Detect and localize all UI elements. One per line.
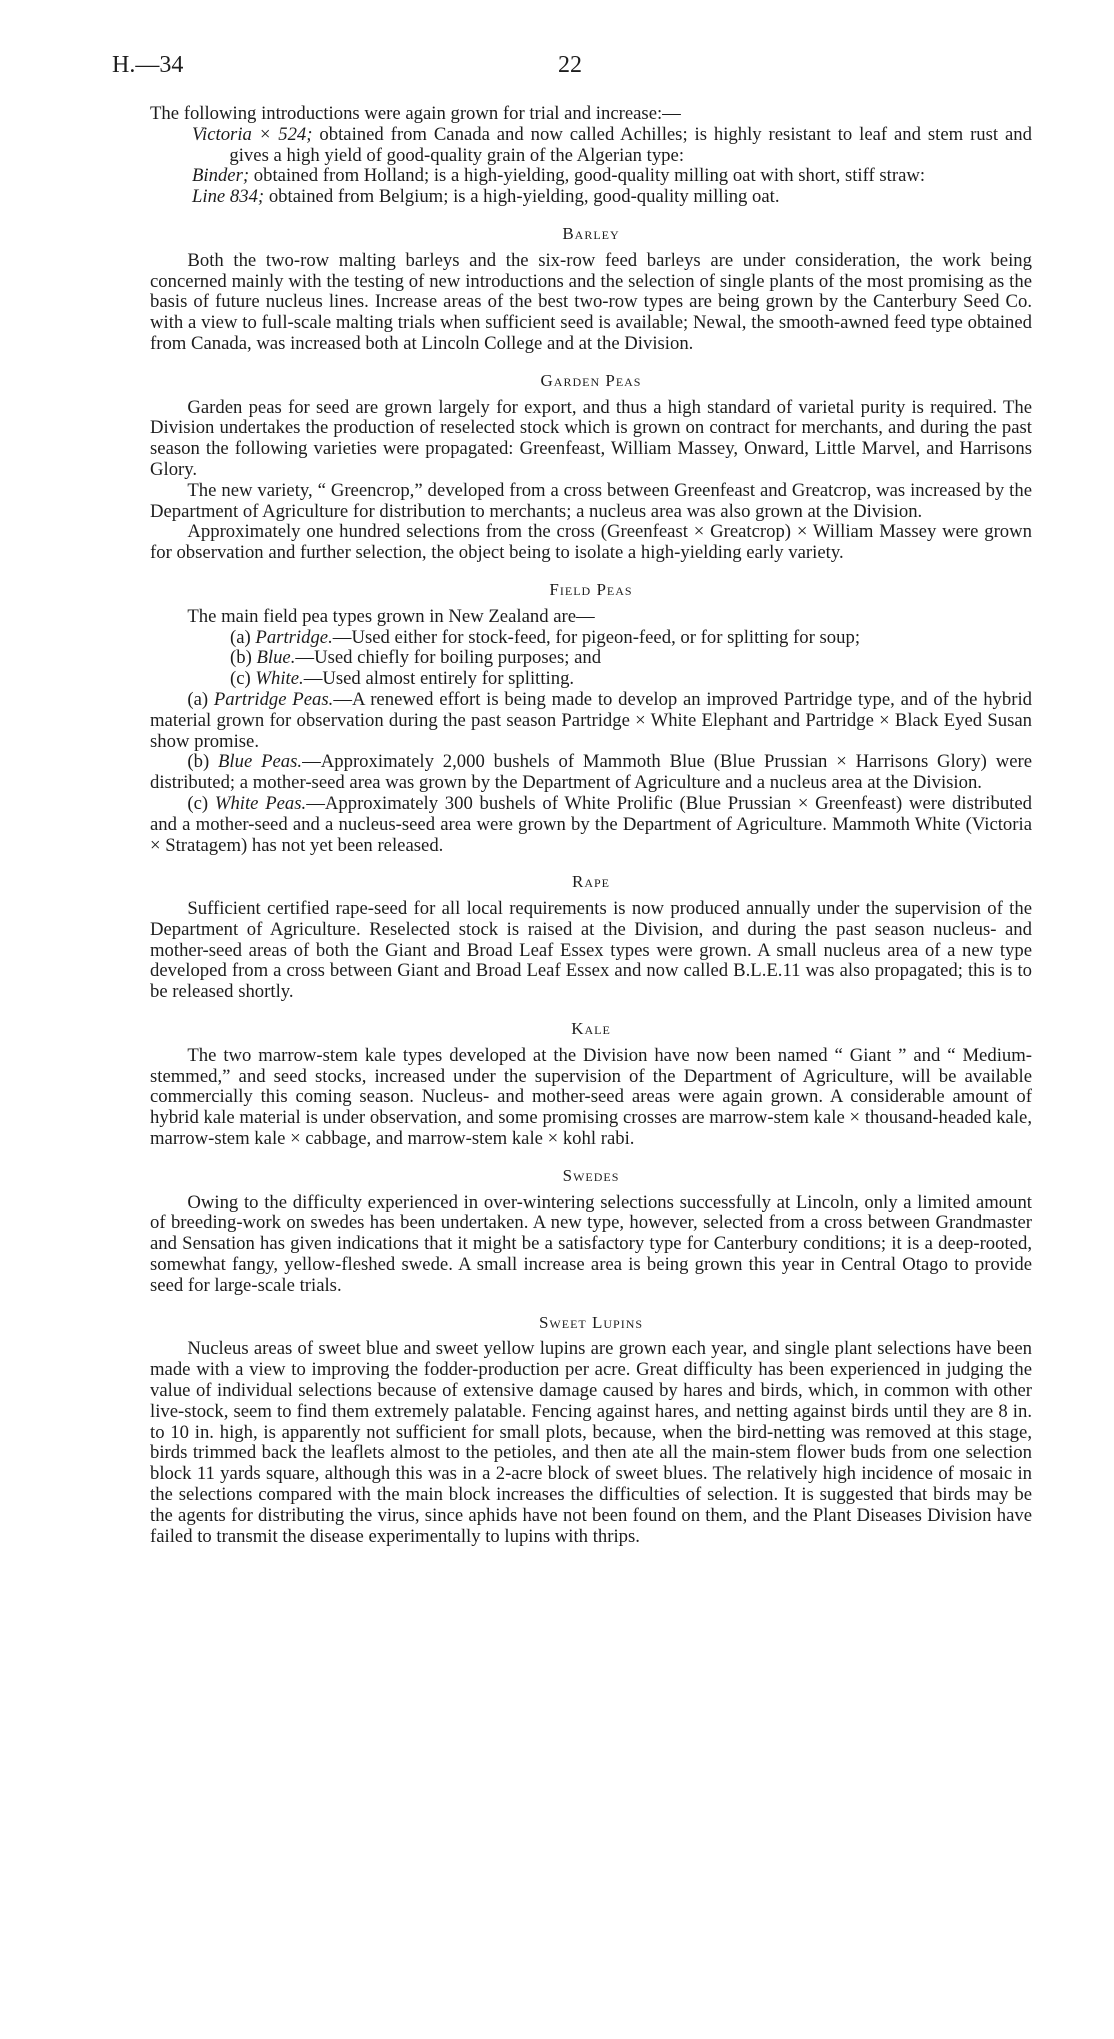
field-pea-type: (b) Blue.—Used chiefly for boiling purposes; and (230, 647, 602, 669)
section-heading-garden-peas: Garden Peas (540, 370, 642, 390)
intro-paragraph: The following introductions were again grown for trial and increase:— (150, 103, 681, 124)
section-heading-field-peas: Field Peas (549, 579, 633, 599)
page-body (150, 104, 1032, 1547)
field-pea-type: (c) White.—Used almost entirely for splitting. (230, 668, 575, 690)
field-pea-detail: (b) Blue Peas.—Approximately 2,000 bushels of Mammoth Blue (Blue Prussian × Harrisons Glory) were distributed; a mother-seed area was grown by the Department of Agriculture and a nucleus area at the Division. (150, 751, 1033, 794)
sweet-lupins-paragraph: Nucleus areas of sweet blue and sweet yellow lupins are grown each year, and single plant selections have been made with a view to improving the fodder-production per acre. Great difficulty has been experienced in judging the value of individual selections because of extensive damage caused by hares and birds, which, in common with other live-stock, seem to find them extremely palatable. Fencing against hares, and netting against birds until they are 8 in. to 10 in. high, is apparently not sufficient for small plots, because, when the bird-netting was removed at this stage, birds trimmed back the leaflets almost to the petioles, and then ate all the main-stem flower buds from one selection block 11 yards square, although this was in a 2-acre block of sweet blues. The relatively high incidence of mosaic in the selections compared with the main block increases the difficulties of selection. It is suggested that birds may be the agents for distributing the virus, since aphids have not been found on them, and the Plant Diseases Division have failed to transmit the disease experimentally to lupins with thrips. (150, 1338, 1032, 1547)
oat-entry: Line 834; obtained from Belgium; is a high-yielding, good-quality milling oat. (192, 186, 780, 208)
rape-paragraph: Sufficient certified rape-seed for all local requirements is now produced annually under the supervision of the Department of Agriculture. Reselected stock is raised at the Division, and during the past season nucleus- and mother-seed areas of both the Giant and Broad Leaf Essex types were grown. A small nucleus area of a new type developed from a cross between Giant and Broad Leaf Essex and now called B.L.E.11 was also propagated; this is to be released shortly. (150, 898, 1032, 1003)
oat-entry: Binder; obtained from Holland; is a high-yielding, good-quality milling oat with short, stiff straw: (192, 165, 926, 187)
garden-peas-paragraph: The new variety, “ Greencrop,” developed from a cross between Greenfeast and Greatcrop, was increased by the Department of Agriculture for distribution to merchants; a nucleus area was also grown at the Division. (150, 479, 1032, 522)
kale-paragraph: The two marrow-stem kale types developed at the Division have now been named “ Giant ” and “ Medium-stemmed,” and seed stocks, increased under the supervision of the Department of Agriculture, will be available commercially this coming season. Nucleus- and mother-seed areas were again grown. A considerable amount of hybrid kale material is under observation, and some promising crosses are marrow-stem kale × thousand-headed kale, marrow-stem kale × cabbage, and marrow-stem kale × kohl rabi. (150, 1044, 1032, 1150)
section-heading-barley: Barley (562, 223, 620, 243)
report-reference: H.—34 (112, 52, 184, 78)
field-pea-detail: (a) Partridge Peas.—A renewed effort is being made to develop an improved Partridge type, and of the hybrid material grown for observation during the past season Partridge × White Elephant and Partridge × Black Eyed Susan show promise. (150, 688, 1032, 752)
field-peas-intro: The main field pea types grown in New Zealand are— (187, 605, 595, 627)
section-heading-rape: Rape (571, 872, 610, 892)
section-heading-sweet-lupins: Sweet Lupins (538, 1312, 644, 1332)
garden-peas-paragraph: Approximately one hundred selections from the cross (Greenfeast × Greatcrop) × William Massey were grown for observation and further selection, the object being to isolate a high-yielding early variety. (150, 521, 1032, 564)
section-heading-swedes: Swedes (562, 1165, 620, 1185)
oat-entry: Victoria × 524; obtained from Canada and now called Achilles; is highly resistant to leaf and stem rust and gives a high yield of good-quality grain of the Algerian type: (192, 123, 1032, 166)
section-heading-kale: Kale (571, 1019, 611, 1039)
field-pea-detail: (c) White Peas.—Approximately 300 bushels of White Prolific (Blue Prussian × Greenfeast) were distributed and a mother-seed and a nucleus-seed area were grown by the Department of Agriculture. Mammoth White (Victoria × Stratagem) has not yet been released. (150, 792, 1032, 856)
barley-paragraph: Both the two-row malting barleys and the six-row feed barleys are under consideration, the work being concerned mainly with the testing of new introductions and the selection of single plants of the most promising as the basis of future nucleus lines. Increase areas of the best two-row types are being grown by the Canterbury Seed Co. with a view to full-scale malting trials when sufficient seed is available; Newal, the smooth-awned feed type obtained from Canada, was increased both at Lincoln College and at the Division. (150, 249, 1032, 354)
garden-peas-paragraph: Garden peas for seed are grown largely for export, and thus a high standard of varietal purity is required. The Division undertakes the production of reselected stock which is grown on contract for merchants, and during the past season the following varieties were propagated: Greenfeast, William Massey, Onward, Little Marvel, and Harrisons Glory. (150, 396, 1032, 480)
page-number: 22 (558, 52, 582, 78)
swedes-paragraph: Owing to the difficulty experienced in over-wintering selections successfully at Lincoln, only a limited amount of breeding-work on swedes has been undertaken. A new type, however, selected from a cross between Grandmaster and Sensation has given indications that it might be a satisfactory type for Canterbury conditions; it is a deep-rooted, somewhat fangy, yellow-fleshed swede. A small increase area is being grown this year in Central Otago to provide seed for large-scale trials. (150, 1191, 1032, 1296)
field-pea-type: (a) Partridge.—Used either for stock-feed, for pigeon-feed, or for splitting for soup; (230, 626, 861, 648)
